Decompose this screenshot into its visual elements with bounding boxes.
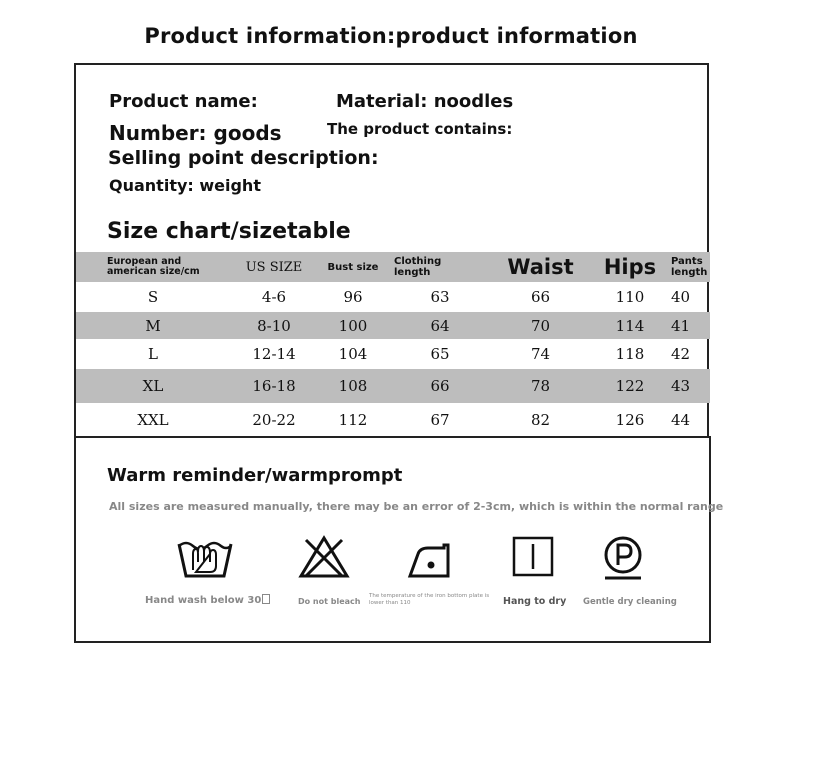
material-label: Material: noodles (336, 91, 514, 112)
iron-temperature-label: The temperature of the iron bottom plate is lower than 110 (369, 593, 490, 606)
header-waist: Waist (507, 255, 574, 279)
table-cell-pants: 40 (671, 288, 691, 306)
table-cell-clothing: 67 (430, 410, 450, 429)
table-cell-clothing: 63 (430, 288, 450, 306)
table-cell-size: S (147, 288, 159, 306)
table-cell-waist: 82 (530, 410, 551, 429)
table-cell-us: 12-14 (252, 345, 296, 363)
table-cell-us: 4-6 (261, 288, 287, 306)
table-cell-hips: 110 (615, 288, 645, 306)
table-cell-size: XL (142, 377, 164, 395)
table-header-row (76, 252, 710, 282)
header-hips: Hips (603, 255, 657, 279)
table-cell-hips: 118 (615, 345, 645, 363)
quantity-label: Quantity: weight (109, 176, 261, 195)
selling-point-label: Selling point description: (108, 147, 379, 169)
table-row (76, 339, 710, 369)
hang-dry-icon (512, 532, 556, 578)
table-cell-pants: 41 (671, 316, 691, 335)
product-contains-label: The product contains: (327, 120, 513, 138)
table-cell-us: 16-18 (252, 377, 296, 395)
table-cell-hips: 126 (615, 410, 645, 429)
hand-wash-label: Hand wash below 30 (145, 594, 270, 606)
size-chart-heading: Size chart/sizetable (107, 219, 351, 244)
size-table (76, 252, 710, 436)
table-cell-hips: 122 (615, 377, 645, 395)
number-label: Number: goods (109, 121, 282, 145)
measurement-note: All sizes are measured manually, there may be an error of 2-3cm, which is within the normal range (109, 500, 724, 513)
table-cell-clothing: 66 (430, 377, 450, 395)
table-cell-bust: 108 (338, 377, 368, 395)
table-cell-waist: 66 (530, 288, 551, 306)
warm-reminder-heading: Warm reminder/warmprompt (107, 465, 403, 486)
dry-clean-icon (601, 532, 647, 582)
do-not-bleach-label: Do not bleach (298, 597, 361, 606)
dry-clean-label: Gentle dry cleaning (583, 597, 677, 607)
header-bust: Bust size (327, 261, 379, 273)
table-cell-bust: 100 (338, 316, 368, 335)
iron-icon (404, 532, 454, 582)
table-cell-size: L (148, 345, 158, 363)
table-cell-bust: 104 (338, 345, 368, 363)
table-cell-us: 8-10 (257, 316, 291, 335)
do-not-bleach-icon (298, 532, 350, 582)
table-cell-bust: 96 (343, 288, 363, 306)
table-cell-pants: 42 (671, 345, 691, 363)
table-cell-waist: 70 (530, 316, 551, 335)
header-us-size: US SIZE (245, 259, 303, 275)
hang-dry-label: Hang to dry (503, 596, 567, 607)
table-row (76, 369, 710, 403)
product-name-label: Product name: (109, 91, 258, 112)
table-row (76, 312, 710, 339)
table-cell-clothing: 65 (430, 345, 450, 363)
table-cell-bust: 112 (338, 410, 368, 429)
table-cell-waist: 74 (530, 345, 551, 363)
page-title: Product information:product information (144, 24, 638, 48)
table-row (76, 282, 710, 312)
table-cell-size: XXL (137, 410, 169, 429)
table-cell-clothing: 64 (430, 316, 450, 335)
table-cell-hips: 114 (615, 316, 645, 335)
hand-wash-icon (176, 532, 234, 582)
header-eu-size: European and american size/cm (107, 256, 200, 277)
table-row (76, 403, 710, 436)
header-clothing-length: Clothing length (394, 256, 442, 278)
table-cell-pants: 43 (671, 377, 691, 395)
header-pants-length: Pants length (671, 256, 708, 278)
table-cell-size: M (145, 316, 161, 335)
table-cell-pants: 44 (671, 410, 691, 429)
table-cell-waist: 78 (530, 377, 551, 395)
table-cell-us: 20-22 (252, 410, 296, 429)
